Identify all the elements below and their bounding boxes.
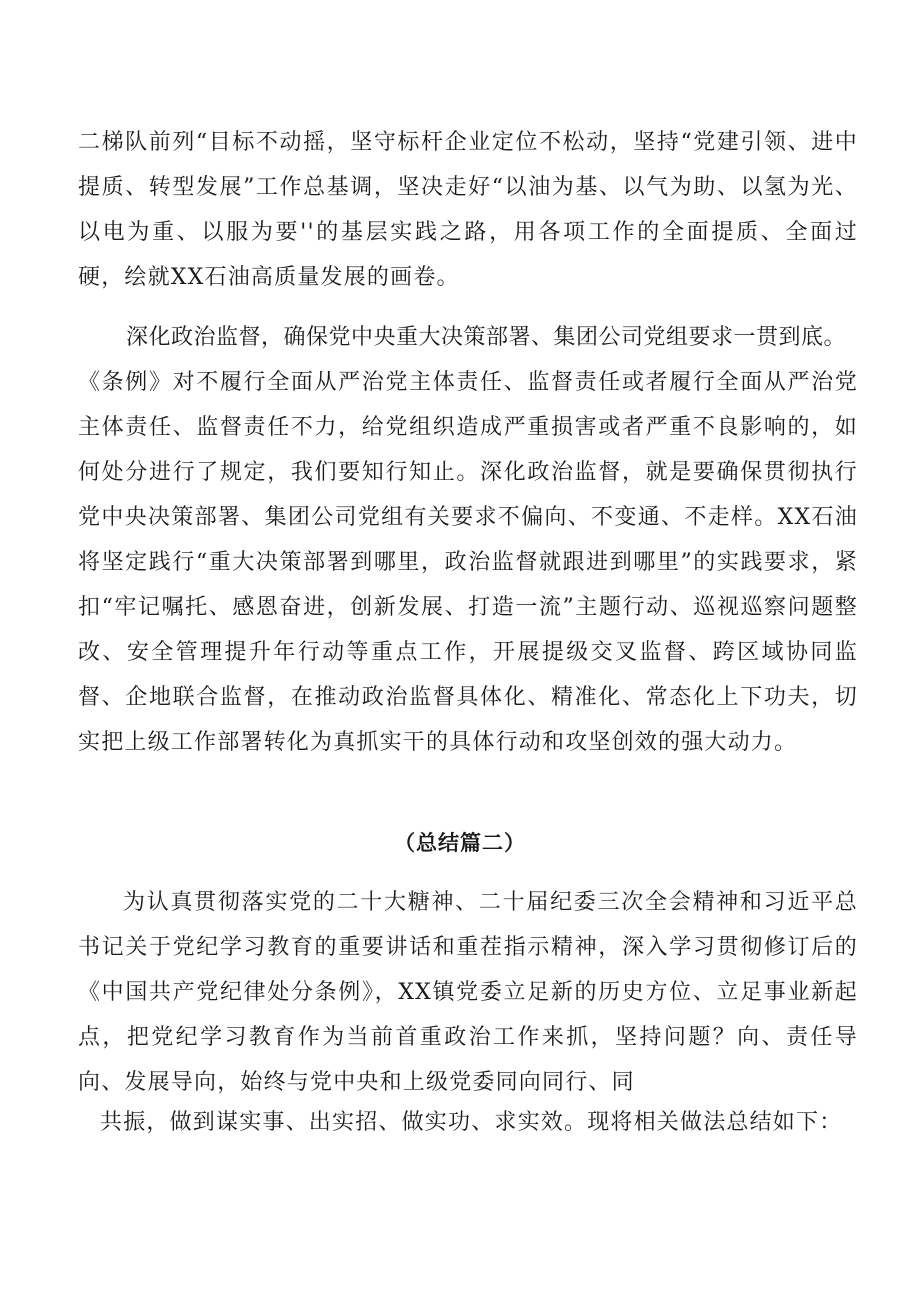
section-heading: 深化政治监督，确保党中央重大决策部署、集团公司党组要求一贯到底。 (126, 325, 847, 350)
body-paragraph-4: 共振，做到谋实事、出实招、做实功、求实效。现将相关做法总结如下： (100, 1110, 843, 1135)
section-title: （总结篇二） (394, 830, 526, 855)
body-paragraph-3: 为认真贯彻落实党的二十大糖神、二十届纪委三次全会精神和习近平总书记关于党纪学习教育的重要讲话和重茬指示精神，深入学习贯彻修订后的《中国共产党纪律处分条例》，XX镇党委立足新的历史方位、立足事业新起点，把党纪学习教育作为当前首重政治工作来抓，坚持问题？向、责任导向、发展导向，始终与党中央和上级党委同向同行、同 (78, 890, 858, 1095)
body-paragraph-1: 二梯队前列“目标不动摇，坚守标杆企业定位不松动，坚持“党建引领、进中提质、转型发展”工作总基调，坚决走好“以油为基、以气为助、以氢为光、以电为重、以服为要''的基层实践之路，用各项工作的全面提质、全面过硬，绘就XX石油高质量发展的画卷。 (78, 130, 858, 290)
body-paragraph-2: 《条例》对不履行全面从严治党主体责任、监督责任或者履行全面从严治党主体责任、监督责任不力，给党组织造成严重损害或者严重不良影响的，如何处分进行了规定，我们要知行知止。深化政治监督，就是要确保贯彻执行党中央决策部署、集团公司党组有关要求不偏向、不变通、不走样。XX石油将坚定践行“重大决策部署到哪里，政治监督就跟进到哪里”的实践要求，紧扣“牢记嘱托、感恩奋进，创新发展、打造一流”主题行动、巡视巡察问题整改、安全管理提升年行动等重点工作，开展提级交叉监督、跨区域协同监督、企地联合监督，在推动政治监督具体化、精准化、常态化上下功夫，切实把上级工作部署转化为真抓实干的具体行动和攻坚创效的强大动力。 (78, 370, 858, 755)
